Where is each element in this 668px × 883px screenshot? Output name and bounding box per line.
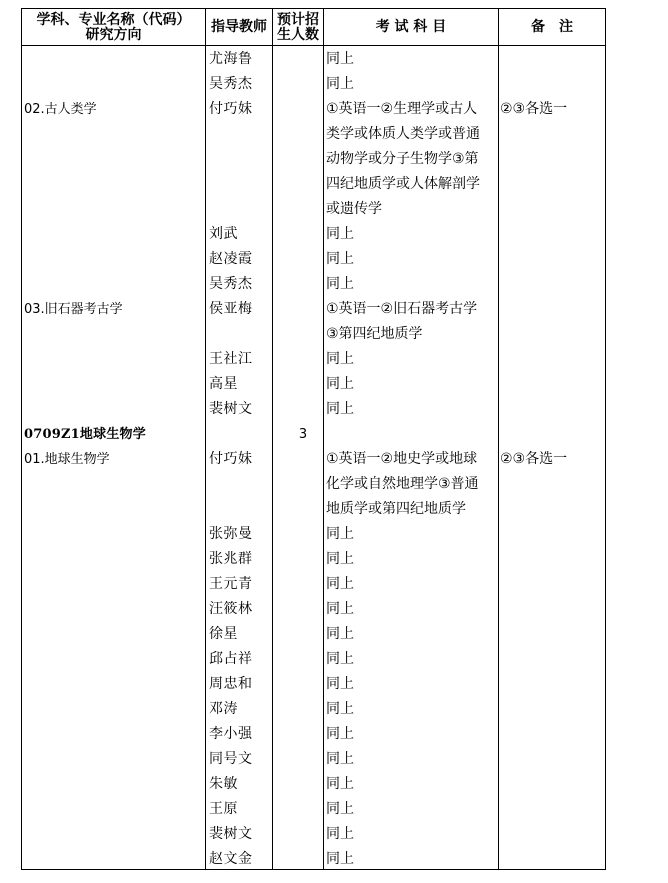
teacher-name: 邓涛 [209,701,238,717]
teacher-name: 吴秀杰 [209,276,253,292]
exam-subjects: 同上 [326,676,354,692]
major-name: 0709Z1地球生物学 [24,427,146,442]
exam-subjects-line: ①英语一②生理学或古人 [326,101,478,117]
teacher-name: 王原 [209,801,238,817]
header-note-label: 备 注 [531,19,573,35]
teacher-name: 刘武 [209,226,238,242]
teacher-name: 徐星 [209,626,238,642]
column-divider [498,9,499,869]
enrollment-quota: 3 [298,427,308,442]
teacher-name: 赵凌霞 [209,251,253,267]
exam-subjects: 同上 [326,851,354,867]
teacher-name: 赵文金 [209,851,253,867]
note-text: ②③各选一 [500,101,568,117]
teacher-name: 周忠和 [209,676,253,692]
exam-subjects: 同上 [326,226,354,242]
teacher-name: 同号文 [209,751,253,767]
exam-subjects: 同上 [326,76,354,92]
column-divider [323,9,324,869]
exam-subjects: 同上 [326,576,354,592]
teacher-name: 侯亚梅 [209,301,253,317]
teacher-name: 裴树文 [209,401,253,417]
exam-subjects-line: 地质学或第四纪地质学 [326,501,466,517]
exam-subjects: 同上 [326,276,354,292]
teacher-name: 裴树文 [209,826,253,842]
teacher-name: 高星 [209,376,238,392]
teacher-name: 张兆群 [209,551,253,567]
header-quota [273,9,323,46]
header-quota-line2: 生人数 [277,26,319,43]
exam-subjects: 同上 [326,751,354,767]
column-divider [272,9,273,869]
column-divider [205,9,206,869]
teacher-name: 汪筱林 [209,601,253,617]
exam-subjects: 同上 [326,51,354,67]
teacher-name: 李小强 [209,726,253,742]
header-note [499,9,605,46]
exam-subjects: 同上 [326,826,354,842]
exam-subjects-line: 四纪地质学或人体解剖学 [326,176,480,192]
research-direction: 01.地球生物学 [24,452,110,467]
header-quota-line1: 预计招 [277,11,319,28]
research-direction: 02.古人类学 [24,102,97,117]
exam-subjects: 同上 [326,776,354,792]
exam-subjects: 同上 [326,551,354,567]
teacher-name: 朱敏 [209,776,238,792]
teacher-name: 付巧妹 [209,451,253,467]
header-teacher-label: 指导教师 [211,19,267,35]
teacher-name: 张弥曼 [209,526,253,542]
exam-subjects: 同上 [326,601,354,617]
teacher-name: 王社江 [209,351,253,367]
exam-subjects-line: ①英语一②地史学或地球 [326,451,478,467]
exam-subjects: 同上 [326,701,354,717]
teacher-name: 尤海鲁 [209,51,253,67]
exam-subjects-line: ③第四纪地质学 [326,326,423,342]
header-teacher [206,9,272,46]
exam-subjects: 同上 [326,651,354,667]
header-direction-line1: 学科、专业名称（代码） [36,11,191,28]
header-exam-label: 考 试 科 目 [375,19,447,35]
note-text: ②③各选一 [500,451,568,467]
teacher-name: 吴秀杰 [209,76,253,92]
header-exam [324,9,498,46]
exam-subjects-line: 或遗传学 [326,201,382,217]
teacher-name: 邱占祥 [209,651,253,667]
exam-subjects-line: 化学或自然地理学③普通 [326,476,479,492]
exam-subjects-line: 类学或体质人类学或普通 [326,126,480,142]
exam-subjects: 同上 [326,526,354,542]
enrollment-table [21,8,606,870]
header-direction-line2: 研究方向 [85,26,142,43]
research-direction: 03.旧石器考古学 [24,302,123,317]
exam-subjects: 同上 [326,726,354,742]
exam-subjects: 同上 [326,801,354,817]
teacher-name: 王元青 [209,576,253,592]
exam-subjects-line: 动物学或分子生物学③第 [326,151,479,167]
teacher-name: 付巧妹 [209,101,253,117]
exam-subjects: 同上 [326,351,354,367]
exam-subjects: 同上 [326,376,354,392]
header-direction [22,9,205,46]
exam-subjects: 同上 [326,626,354,642]
exam-subjects-line: ①英语一②旧石器考古学 [326,301,478,317]
exam-subjects: 同上 [326,251,354,267]
exam-subjects: 同上 [326,401,354,417]
